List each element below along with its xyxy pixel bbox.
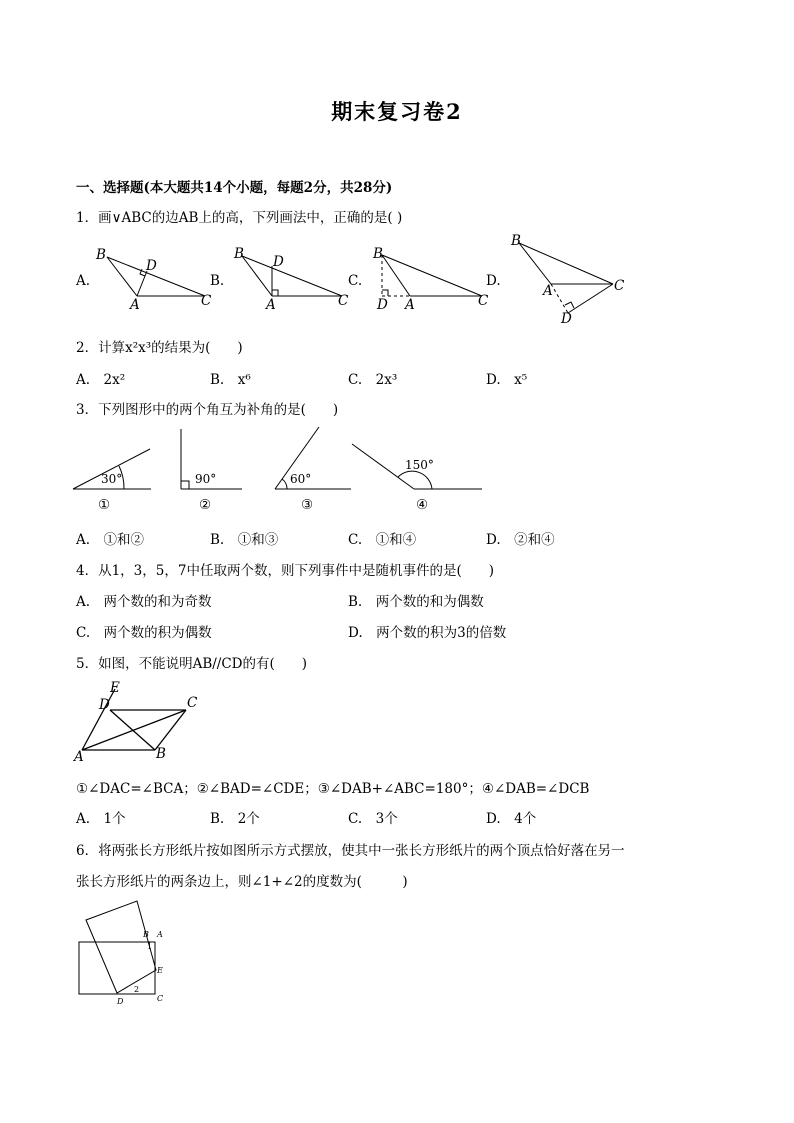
q1b-label-c: C: [338, 293, 349, 309]
q6-label-b: B: [143, 930, 149, 939]
q5-label-c: C: [187, 695, 198, 711]
q1d-label-a: A: [543, 283, 553, 299]
q1a-label-d: D: [146, 258, 157, 274]
q6-label-d: D: [117, 997, 124, 1006]
q1a-label-b: B: [96, 247, 106, 263]
page-title: 期末复习卷2: [331, 99, 463, 124]
q1a-label-c: C: [201, 293, 212, 309]
q3-option-c: C. ①和④: [348, 532, 417, 548]
q6-label-2: 2: [134, 985, 140, 994]
q3-option-d: D. ②和④: [486, 532, 555, 548]
q1c-label-c: C: [478, 293, 489, 309]
q1b-label-b: B: [234, 246, 244, 262]
q5-label-b: B: [156, 746, 166, 762]
q3-figure-num-1: ①: [98, 497, 111, 513]
q1-option-b: B.: [210, 273, 225, 289]
q6-label-c: C: [157, 994, 164, 1003]
q2-option-d: D. x⁵: [486, 372, 528, 388]
q6-label-1: 1: [147, 942, 153, 951]
section-heading: 一、选择题(本大题共14个小题，每题2分，共28分): [76, 180, 393, 196]
q4-option-c: C. 两个数的积为偶数: [76, 625, 212, 641]
q1-option-a: A.: [76, 273, 91, 289]
q1-option-c: C.: [348, 273, 363, 289]
q3-figure-num-2: ②: [199, 497, 212, 513]
q3-angle-label-90: 90°: [195, 472, 217, 486]
q5-conditions: ①∠DAC=∠BCA；②∠BAD=∠CDE；③∠DAB+∠ABC=180°；④∠DAB=∠DCB: [76, 781, 590, 797]
q1d-label-b: B: [511, 233, 521, 249]
q3-angle-label-30: 30°: [101, 472, 123, 486]
q2-stem: 2．计算x²x³的结果为( ): [76, 340, 243, 356]
q5-label-a: A: [74, 749, 84, 765]
q3-angle-label-150: 150°: [405, 458, 434, 472]
q3-figure-num-4: ④: [416, 497, 429, 513]
q1b-label-d: D: [273, 254, 284, 270]
q3-option-b: B. ①和③: [210, 532, 279, 548]
q4-option-a: A. 两个数的和为奇数: [76, 594, 212, 610]
q5-option-d: D. 4个: [486, 811, 537, 827]
q2-option-a: A. 2x²: [76, 372, 126, 388]
q3-figure-num-3: ③: [301, 497, 314, 513]
q5-stem: 5．如图，不能说明AB//CD的有( ): [76, 656, 308, 672]
q3-stem: 3．下列图形中的两个角互为补角的是( ): [76, 402, 339, 418]
q1c-label-a: A: [405, 297, 415, 313]
q2-option-c: C. 2x³: [348, 372, 398, 388]
q3-angle-label-60: 60°: [290, 472, 312, 486]
q1c-label-d: D: [377, 297, 388, 313]
q6-stem-line2: 张长方形纸片的两条边上，则∠1+∠2的度数为( ): [76, 874, 408, 890]
q4-option-d: D. 两个数的积为3的倍数: [348, 625, 507, 641]
q3-option-a: A. ①和②: [76, 532, 145, 548]
q5-label-d: D: [99, 697, 110, 713]
q6-stem-line1: 6．将两张长方形纸片按如图所示方式摆放，使其中一张长方形纸片的两个顶点恰好落在另一: [76, 843, 625, 859]
q1d-label-c: C: [614, 278, 625, 294]
q1c-label-b: B: [373, 246, 383, 262]
q6-label-a: A: [157, 930, 163, 939]
q5-label-e: E: [110, 680, 120, 696]
q1-stem: 1．画∨ABC的边AB上的高，下列画法中，正确的是( ): [76, 210, 403, 226]
q1a-label-a: A: [130, 297, 140, 313]
q2-option-b: B. x⁶: [210, 372, 251, 388]
q6-label-e: E: [157, 966, 163, 975]
q5-option-b: B. 2个: [210, 811, 260, 827]
q4-stem: 4．从1，3，5，7中任取两个数，则下列事件中是随机事件的是( ): [76, 563, 494, 579]
q4-option-b: B. 两个数的和为偶数: [348, 594, 484, 610]
q1-option-d: D.: [486, 273, 501, 289]
q1b-label-a: A: [266, 297, 276, 313]
q5-option-a: A. 1个: [76, 811, 126, 827]
q5-option-c: C. 3个: [348, 811, 398, 827]
q1d-label-d: D: [561, 311, 572, 327]
